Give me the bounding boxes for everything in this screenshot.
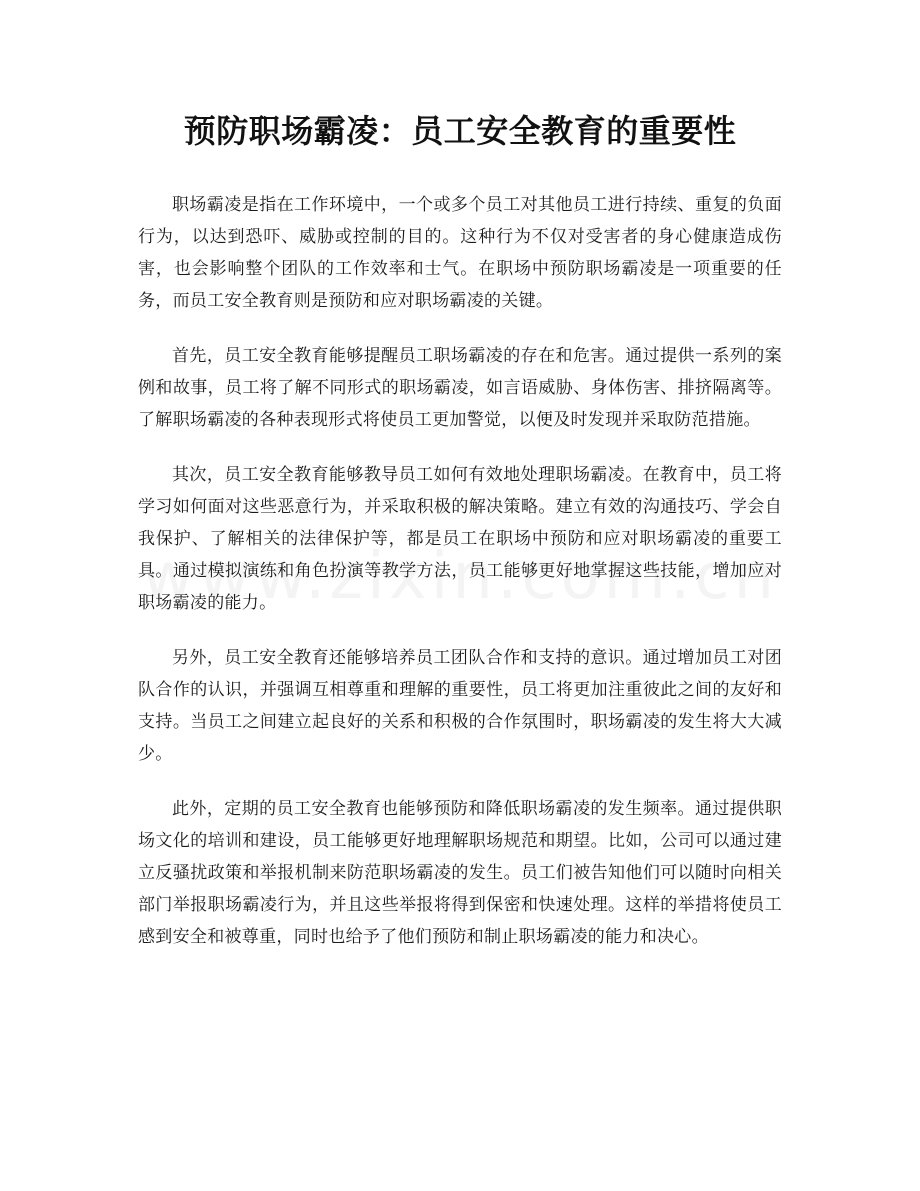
paragraph-third: 另外，员工安全教育还能够培养员工团队合作和支持的意识。通过增加员工对团队合作的认识，并强调互相尊重和理解的重要性，员工将更加注重彼此之间的友好和支持。当员工之间建立起良好的关系和积极的合作氛围时，职场霸凌的发生将大大减少。: [138, 648, 782, 764]
document-title: 预防职场霸凌：员工安全教育的重要性: [183, 112, 737, 150]
paragraph-first: 首先，员工安全教育能够提醒员工职场霸凌的存在和危害。通过提供一系列的案例和故事，员工将了解不同形式的职场霸凌，如言语威胁、身体伤害、排挤隔离等。了解职场霸凌的各种表现形式将使员工更加警觉，以便及时发现并采取防范措施。: [138, 346, 782, 430]
paragraph-intro: 职场霸凌是指在工作环境中，一个或多个员工对其他员工进行持续、重复的负面行为，以达到恐吓、威胁或控制的目的。这种行为不仅对受害者的身心健康造成伤害，也会影响整个团队的工作效率和士气。在职场中预防职场霸凌是一项重要的任务，而员工安全教育则是预防和应对职场霸凌的关键。: [138, 195, 782, 311]
paragraph-fourth: 此外，定期的员工安全教育也能够预防和降低职场霸凌的发生频率。通过提供职场文化的培训和建设，员工能够更好地理解职场规范和期望。比如，公司可以通过建立反骚扰政策和举报机制来防范职场霸凌的发生。员工们被告知他们可以随时向相关部门举报职场霸凌行为，并且这些举报将得到保密和快速处理。这样的举措将使员工感到安全和被尊重，同时也给予了他们预防和制止职场霸凌的能力和决心。: [138, 799, 782, 947]
document-body: [138, 189, 782, 953]
paragraph-second: 其次，员工安全教育能够教导员工如何有效地处理职场霸凌。在教育中，员工将学习如何面对这些恶意行为，并采取积极的解决策略。建立有效的沟通技巧、学会自我保护、了解相关的法律保护等，都是员工在职场中预防和应对职场霸凌的重要工具。通过模拟演练和角色扮演等教学方法，员工能够更好地掌握这些技能，增加应对职场霸凌的能力。: [138, 465, 782, 613]
